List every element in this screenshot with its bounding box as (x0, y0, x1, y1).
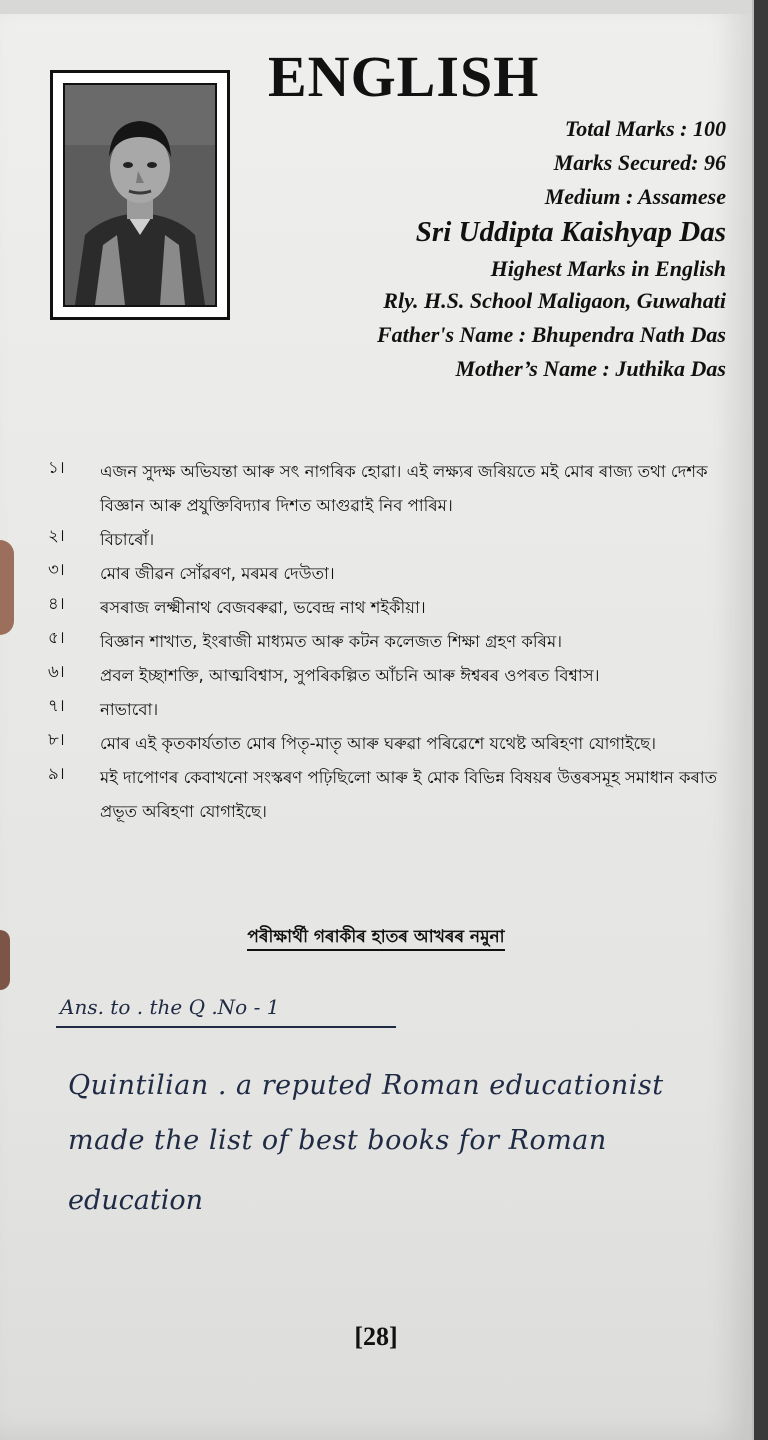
distinction: Highest Marks in English (490, 256, 726, 281)
student-photo-frame (50, 70, 230, 320)
answer-text: মোৰ এই কৃতকাৰ্যতাত মোৰ পিতৃ-মাতৃ আৰু ঘৰুৱা পৰিৱেশে যথেষ্ট অৰিহণা যোগাইছে। (100, 734, 657, 753)
medium: Medium : Assamese (544, 184, 726, 209)
handwritten-underline (56, 1026, 396, 1028)
student-name: Sri Uddipta Kaishyap Das (415, 216, 726, 248)
student-photo (63, 83, 217, 307)
answer-item (48, 557, 748, 591)
answer-item (48, 591, 748, 625)
answer-item (48, 761, 748, 829)
answer-text: প্ৰবল ইচ্ছাশক্তি, আত্মবিশ্বাস, সুপৰিকল্পিত আঁচনি আৰু ঈশ্বৰৰ ওপৰত বিশ্বাস। (100, 666, 600, 685)
father-name: Father's Name : Bhupendra Nath Das (376, 322, 726, 347)
answer-text: ৰসৰাজ লক্ষ্মীনাথ বেজবৰুৱা, ভবেন্দ্ৰ নাথ শইকীয়া। (100, 598, 426, 617)
mother-name: Mother’s Name : Juthika Das (455, 356, 726, 381)
answer-number: ২। (48, 526, 65, 545)
answer-text: বিজ্ঞান শাখাত, ইংৰাজী মাধ্যমত আৰু কটন কলেজত শিক্ষা গ্ৰহণ কৰিম। (100, 632, 563, 651)
answer-list (48, 455, 748, 829)
answer-number: ৩। (48, 560, 65, 579)
total-marks: Total Marks : 100 (564, 116, 726, 141)
finger-holding-page (0, 540, 14, 635)
page-number: [28] (354, 1322, 398, 1351)
answer-item (48, 659, 748, 693)
answer-text: নাভাবো। (100, 700, 159, 719)
answer-number: ৭। (48, 696, 65, 715)
school-name: Rly. H.S. School Maligaon, Guwahati (383, 288, 726, 313)
handwriting-sample-heading (0, 924, 752, 952)
handwritten-line-2: made the list of best books for Roman (68, 1125, 607, 1156)
answer-number: ১। (48, 458, 65, 477)
answer-number: ৫। (48, 628, 65, 647)
answer-text: বিচাৰোঁ। (100, 530, 155, 549)
handwritten-line-1: Quintilian . a reputed Roman educationist (68, 1070, 664, 1101)
handwritten-question-ref: Ans. to . the Q .No - 1 (60, 995, 280, 1019)
answer-item (48, 455, 748, 523)
answer-text: মোৰ জীৱন সোঁৱৰণ, মৰমৰ দেউতা। (100, 564, 335, 583)
finger-holding-page (0, 930, 10, 990)
handwritten-line-3: education (68, 1185, 203, 1216)
answer-number: ৪। (48, 594, 65, 613)
answer-item (48, 727, 748, 761)
answer-text: মই দাপোণৰ কেবাখনো সংস্কৰণ পঢ়িছিলো আৰু ই মোক বিভিন্ন বিষয়ৰ উত্তৰসমূহ সমাধান কৰাত প্ৰভূত অৰিহণা যোগাইছে। (100, 768, 718, 821)
answer-item (48, 693, 748, 727)
answer-item (48, 625, 748, 659)
answer-text: এজন সুদক্ষ অভিযন্তা আৰু সৎ নাগৰিক হোৱা। এই লক্ষ্যৰ জৰিয়তে মই মোৰ ৰাজ্য তথা দেশক বিজ্ঞান আৰু প্ৰযুক্তিবিদ্যাৰ দিশত আগুৱাই নিব পাৰিম। (100, 462, 708, 515)
answer-number: ৮। (48, 730, 65, 749)
answer-number: ৯। (48, 764, 65, 783)
marks-secured: Marks Secured: 96 (553, 150, 726, 175)
page-top-edge (0, 0, 752, 14)
handwriting-sample-heading-text: পৰীক্ষাৰ্থী গৰাকীৰ হাতৰ আখৰৰ নমুনা (247, 927, 504, 951)
answer-item (48, 523, 748, 557)
answer-number: ৬। (48, 662, 65, 681)
page-title: ENGLISH (268, 44, 540, 109)
